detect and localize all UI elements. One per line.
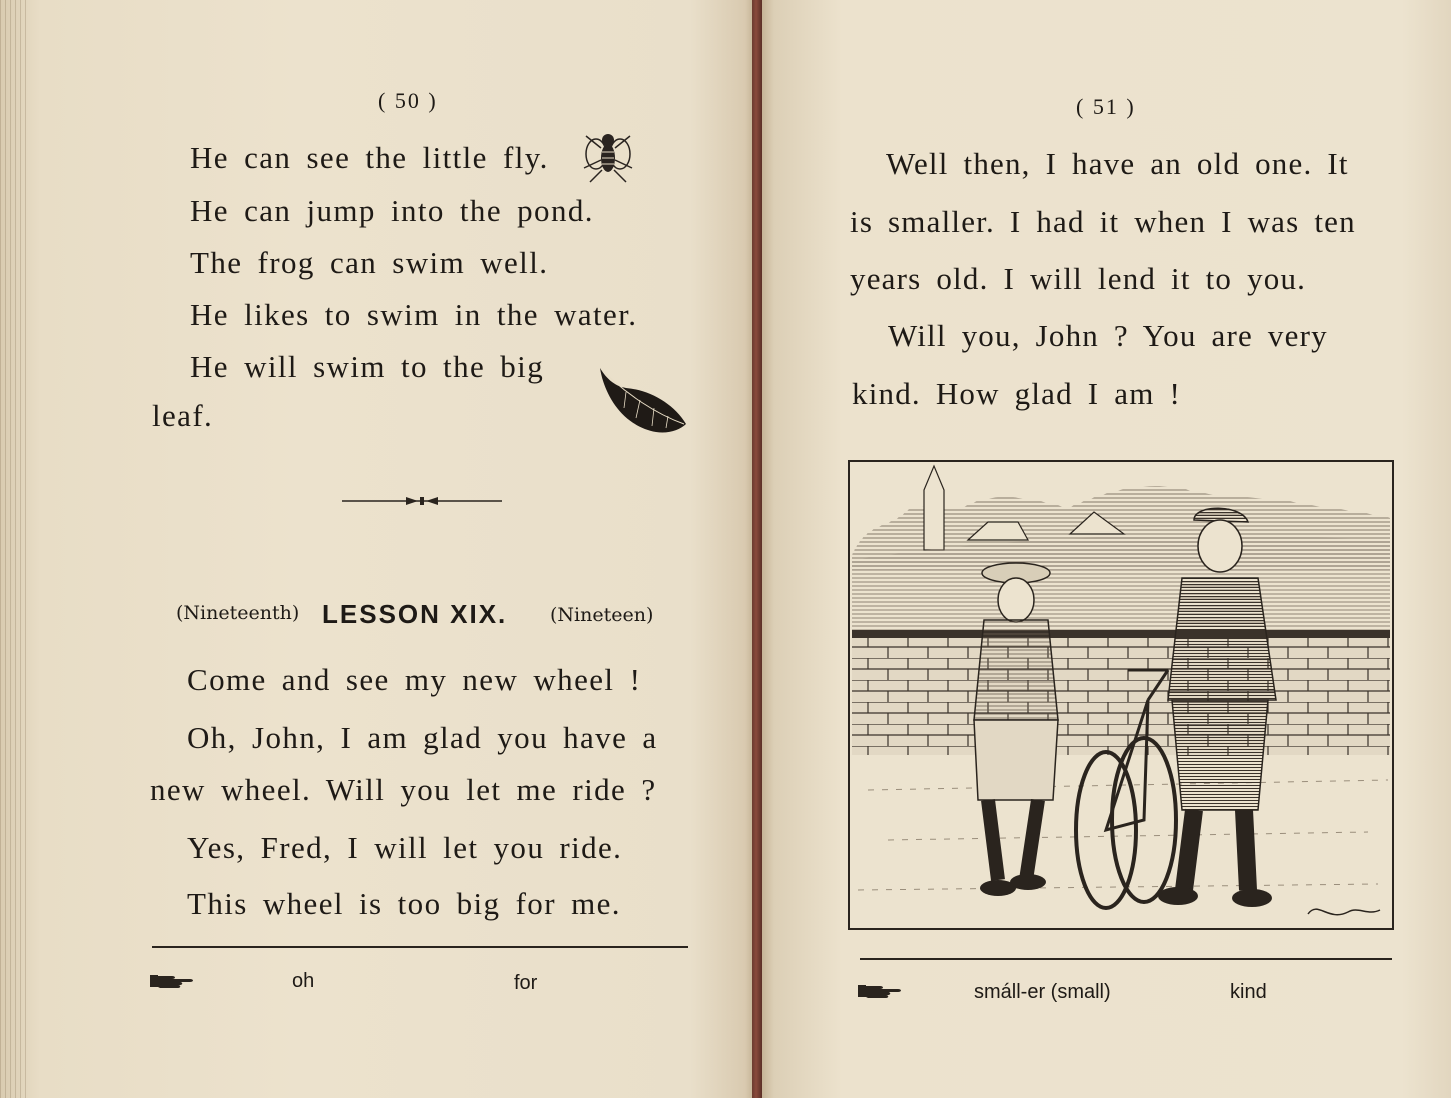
text-line: Will you, John ? You are very xyxy=(888,318,1328,353)
text-line: He can see the little fly. xyxy=(190,140,549,175)
lesson-number-word: (Nineteen) xyxy=(550,604,654,626)
text-line: Yes, Fred, I will let you ride. xyxy=(187,830,623,865)
vocab-word: oh xyxy=(292,970,315,992)
lesson-title: LESSON XIX. xyxy=(322,599,508,629)
vocab-word: kind xyxy=(1230,981,1267,1003)
lesson-ordinal: (Nineteenth) xyxy=(176,602,300,624)
right-page xyxy=(762,0,1451,1098)
leaf-icon xyxy=(596,364,690,438)
text-line: He will swim to the big xyxy=(190,349,545,384)
vocab-word: smáll-er (small) xyxy=(974,981,1111,1003)
illustration-boys-with-bicycle xyxy=(848,460,1394,930)
text-line: Oh, John, I am glad you have a xyxy=(187,720,658,755)
text-line: The frog can swim well. xyxy=(190,245,549,280)
vocab-word: for xyxy=(514,972,538,994)
page-number-right: ( 51 ) xyxy=(1076,94,1136,119)
ornament-divider xyxy=(342,492,502,510)
text-line: He can jump into the pond. xyxy=(190,193,594,228)
text-line: leaf. xyxy=(152,398,214,433)
text-line: He likes to swim in the water. xyxy=(190,297,638,332)
text-line: years old. I will lend it to you. xyxy=(850,261,1307,296)
text-line: kind. How glad I am ! xyxy=(852,376,1181,411)
text-line: Well then, I have an old one. It xyxy=(886,146,1349,181)
book-spine xyxy=(752,0,762,1098)
text-line: is smaller. I had it when I was ten xyxy=(850,204,1356,239)
text-line: This wheel is too big for me. xyxy=(187,886,621,921)
fly-icon xyxy=(580,122,636,186)
pointing-hand-icon xyxy=(858,982,902,1000)
page-edges xyxy=(0,0,30,1098)
footer-rule xyxy=(152,946,688,948)
page-number-left: ( 50 ) xyxy=(378,88,438,113)
pointing-hand-icon xyxy=(150,972,194,990)
text-line: Come and see my new wheel ! xyxy=(187,662,642,697)
footer-rule xyxy=(860,958,1392,960)
text-line: new wheel. Will you let me ride ? xyxy=(150,772,657,807)
